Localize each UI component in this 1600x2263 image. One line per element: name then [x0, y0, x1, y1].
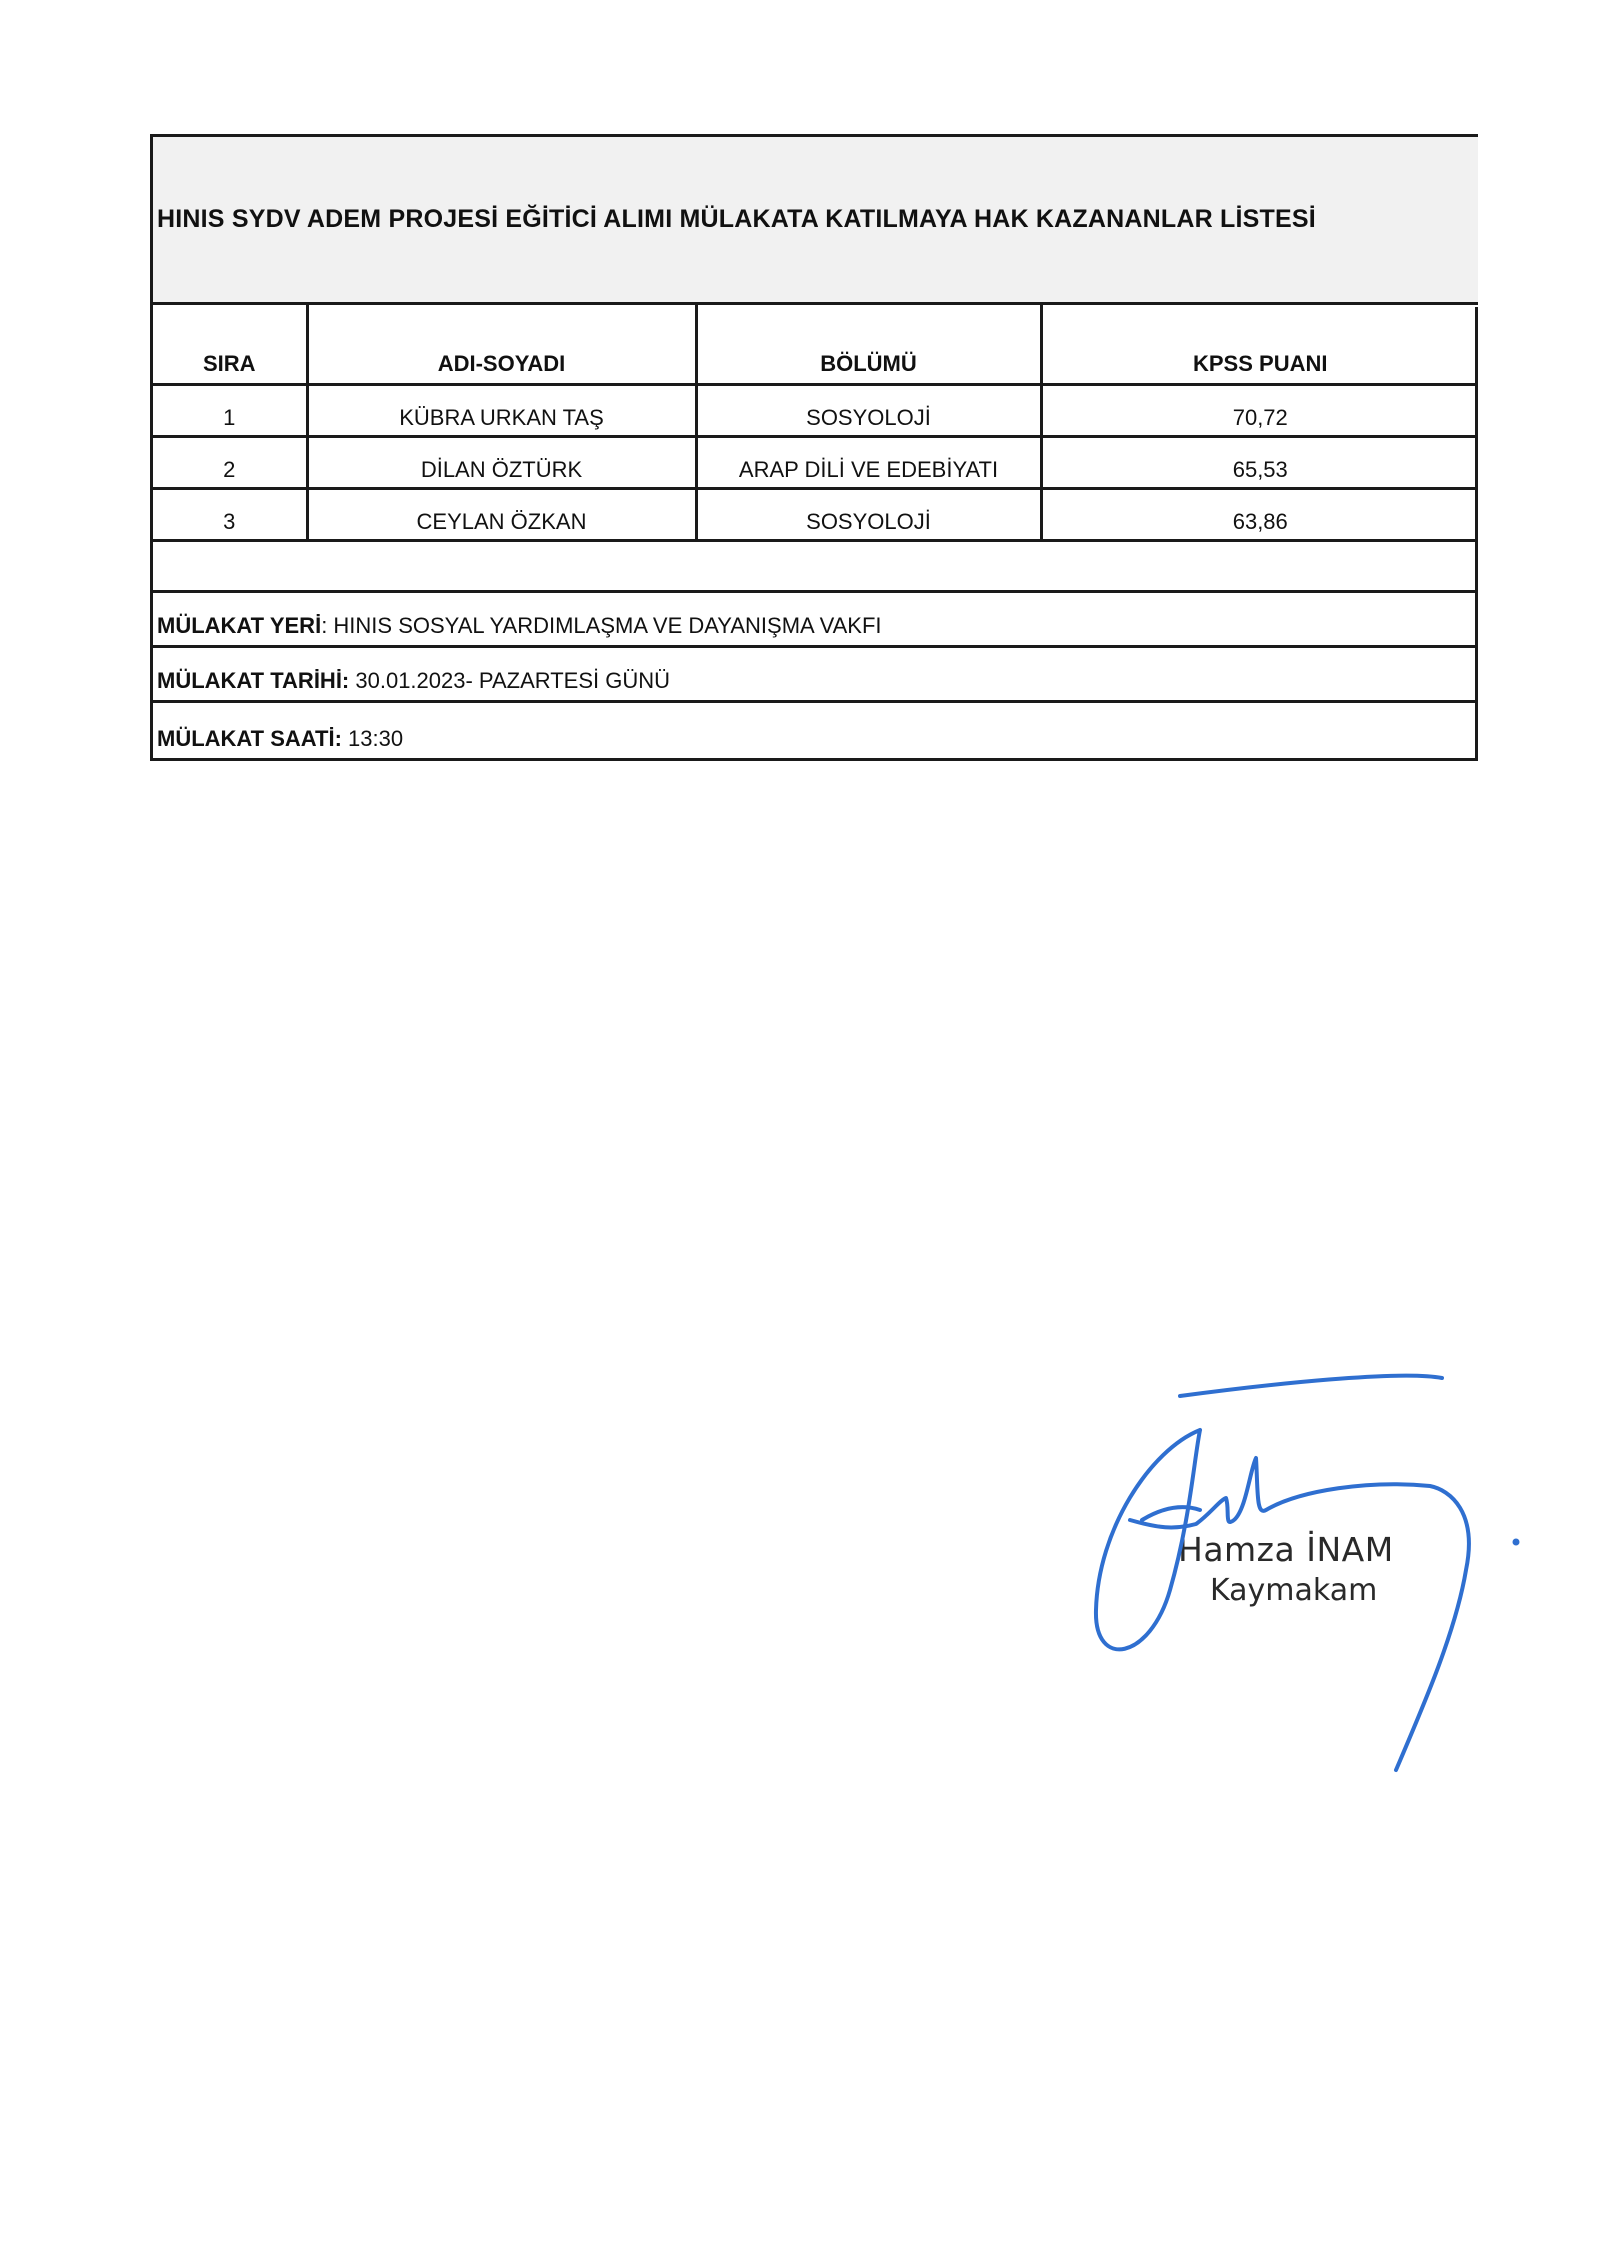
interview-date-label: MÜLAKAT TARİHİ: [157, 668, 350, 693]
signature-block [1070, 1340, 1550, 1800]
column-header-rank: SIRA [153, 305, 307, 385]
table-row [153, 385, 1478, 437]
cell-rank: 1 [153, 385, 307, 437]
interview-time-row [153, 703, 1478, 758]
interview-date-row [153, 648, 1478, 703]
table-row [153, 489, 1478, 541]
interview-time-value: 13:30 [341, 726, 404, 751]
handwritten-signature [1070, 1340, 1550, 1800]
cell-department: ARAP DİLİ VE EDEBİYATI [696, 437, 1041, 489]
cell-kpss-score: 63,86 [1041, 489, 1478, 541]
candidates-table [153, 305, 1478, 542]
interview-time-label: MÜLAKAT SAATİ: [157, 726, 342, 751]
cell-kpss-score: 65,53 [1041, 437, 1478, 489]
column-header-name: ADI-SOYADI [307, 305, 696, 385]
cell-rank: 2 [153, 437, 307, 489]
signatory-role: Kaymakam [1210, 1573, 1378, 1608]
interview-place-value: : HINIS SOSYAL YARDIMLAŞMA VE DAYANIŞMA VAKFI [321, 613, 882, 638]
column-header-kpss-score: KPSS PUANI [1041, 305, 1478, 385]
cell-name: CEYLAN ÖZKAN [307, 489, 696, 541]
interview-place-label: MÜLAKAT YERİ [157, 613, 322, 638]
cell-name: KÜBRA URKAN TAŞ [307, 385, 696, 437]
cell-department: SOSYOLOJİ [696, 385, 1041, 437]
table-row [153, 437, 1478, 489]
document-title: HINIS SYDV ADEM PROJESİ EĞİTİCİ ALIMI MÜLAKATA KATILMAYA HAK KAZANANLAR LİSTESİ [157, 205, 1316, 233]
column-header-department: BÖLÜMÜ [696, 305, 1041, 385]
cell-rank: 3 [153, 489, 307, 541]
document-title-row [153, 137, 1478, 305]
cell-name: DİLAN ÖZTÜRK [307, 437, 696, 489]
interview-date-value: 30.01.2023- PAZARTESİ GÜNÜ [349, 668, 671, 693]
interview-place-row [153, 593, 1478, 648]
table-header-row [153, 305, 1478, 385]
blank-row [153, 542, 1478, 593]
cell-department: SOSYOLOJİ [696, 489, 1041, 541]
signatory-name: Hamza İNAM [1178, 1530, 1394, 1569]
cell-kpss-score: 70,72 [1041, 385, 1478, 437]
document-table [150, 134, 1478, 761]
